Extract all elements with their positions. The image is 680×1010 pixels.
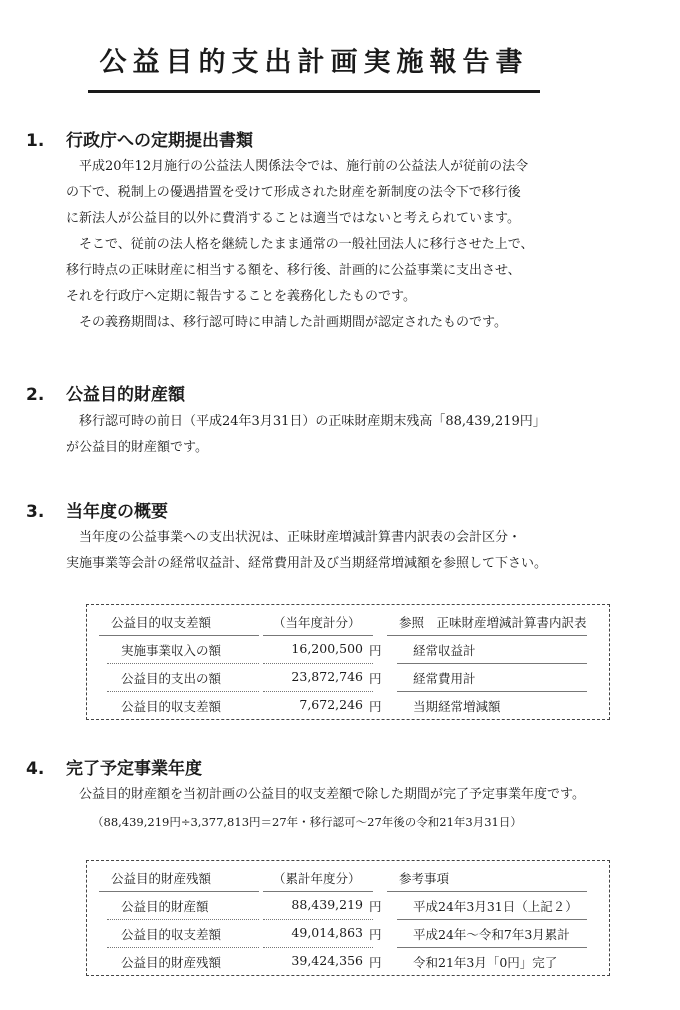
row-unit: 円 <box>369 699 382 714</box>
row-label: 公益目的支出の額 <box>121 671 222 686</box>
section-4-body <box>66 782 666 808</box>
calculation-note: （88,439,219円÷3,377,813円＝27年・移行認可～27年後の令和21年3月31日） <box>92 815 522 829</box>
section-3-body <box>66 525 666 577</box>
row-unit: 円 <box>369 927 382 942</box>
section-number: 2. <box>26 385 45 405</box>
row-amount: 39,424,356 <box>291 953 363 968</box>
row-amount: 23,872,746 <box>291 669 363 684</box>
row-unit: 円 <box>369 955 382 970</box>
table-row <box>87 664 609 690</box>
body-line: が公益目的財産額です。 <box>66 440 208 455</box>
row-amount: 16,200,500 <box>291 641 363 656</box>
body-line: それを行政庁へ定期に報告することを義務化したものです。 <box>66 289 416 304</box>
title-underline <box>88 90 540 93</box>
section-1-body <box>66 154 666 336</box>
row-amount: 88,439,219 <box>291 897 363 912</box>
section-title: 公益目的財産額 <box>66 385 185 405</box>
table-row <box>87 892 609 918</box>
row-amount: 7,672,246 <box>299 697 363 712</box>
section-number: 3. <box>26 502 45 522</box>
row-reference: 平成24年～令和7年3月累計 <box>413 927 570 942</box>
header-period: （当年度計分） <box>273 615 361 630</box>
section-title: 完了予定事業年度 <box>66 759 202 779</box>
section-title: 当年度の概要 <box>66 502 168 522</box>
header-period: （累計年度分） <box>273 871 361 886</box>
section-number: 1. <box>26 131 45 151</box>
document-title: 公益目的支出計画実施報告書 <box>99 47 529 78</box>
section-3-heading <box>26 497 168 522</box>
row-label: 実施事業収入の額 <box>121 643 222 658</box>
section-2-body <box>66 409 666 461</box>
row-label: 公益目的収支差額 <box>121 699 222 714</box>
table-row <box>87 920 609 946</box>
header-reference: 参照 正味財産増減計算書内訳表 <box>399 615 587 630</box>
row-unit: 円 <box>369 671 382 686</box>
body-line: に新法人が公益目的以外に費消することは適当ではないと考えられています。 <box>66 211 520 226</box>
header-label: 公益目的財産残額 <box>111 871 212 886</box>
table-header-row <box>87 608 609 634</box>
row-reference: 平成24年3月31日（上記２） <box>413 899 578 914</box>
row-unit: 円 <box>369 643 382 658</box>
header-label: 公益目的収支差額 <box>111 615 212 630</box>
body-line: その義務期間は、移行認可時に申請した計画期間が認定されたものです。 <box>79 315 507 330</box>
section-title: 行政庁への定期提出書類 <box>66 131 253 151</box>
section-2-heading <box>26 380 185 405</box>
row-reference: 令和21年3月「0円」完了 <box>413 955 558 970</box>
row-unit: 円 <box>369 899 382 914</box>
row-reference: 経常収益計 <box>413 643 476 658</box>
section-number: 4. <box>26 759 45 779</box>
table-row <box>87 948 609 974</box>
row-label: 公益目的財産額 <box>121 899 209 914</box>
section-1-heading <box>26 126 253 151</box>
body-line: の下で、税制上の優遇措置を受けて形成された財産を新制度の法令下で移行後 <box>66 185 521 200</box>
body-line: 移行認可時の前日（平成24年3月31日）の正味財産期末残高「88,439,219円」 <box>79 414 546 429</box>
body-line: そこで、従前の法人格を継続したまま通常の一般社団法人に移行させた上で、 <box>79 237 534 252</box>
row-amount: 49,014,863 <box>291 925 363 940</box>
row-label: 公益目的収支差額 <box>121 927 222 942</box>
table-row <box>87 692 609 718</box>
body-line: 当年度の公益事業への支出状況は、正味財産増減計算書内訳表の会計区分・ <box>79 530 522 545</box>
body-line: 公益目的財産額を当初計画の公益目的収支差額で除した期間が完了予定事業年度です。 <box>79 787 585 802</box>
body-line: 平成20年12月施行の公益法人関係法令では、施行前の公益法人が従前の法令 <box>79 159 529 174</box>
current-year-summary-table <box>86 604 610 720</box>
row-reference: 経常費用計 <box>413 671 476 686</box>
table-row <box>87 636 609 662</box>
header-reference: 参考事項 <box>399 871 450 886</box>
cumulative-summary-table <box>86 860 610 976</box>
body-line: 移行時点の正味財産に相当する額を、移行後、計画的に公益事業に支出させ、 <box>66 263 521 278</box>
table-header-row <box>87 864 609 890</box>
body-line: 実施事業等会計の経常収益計、経常費用計及び当期経常増減額を参照して下さい。 <box>66 556 548 571</box>
row-reference: 当期経常増減額 <box>413 699 501 714</box>
row-label: 公益目的財産残額 <box>121 955 222 970</box>
section-4-heading <box>26 754 202 779</box>
